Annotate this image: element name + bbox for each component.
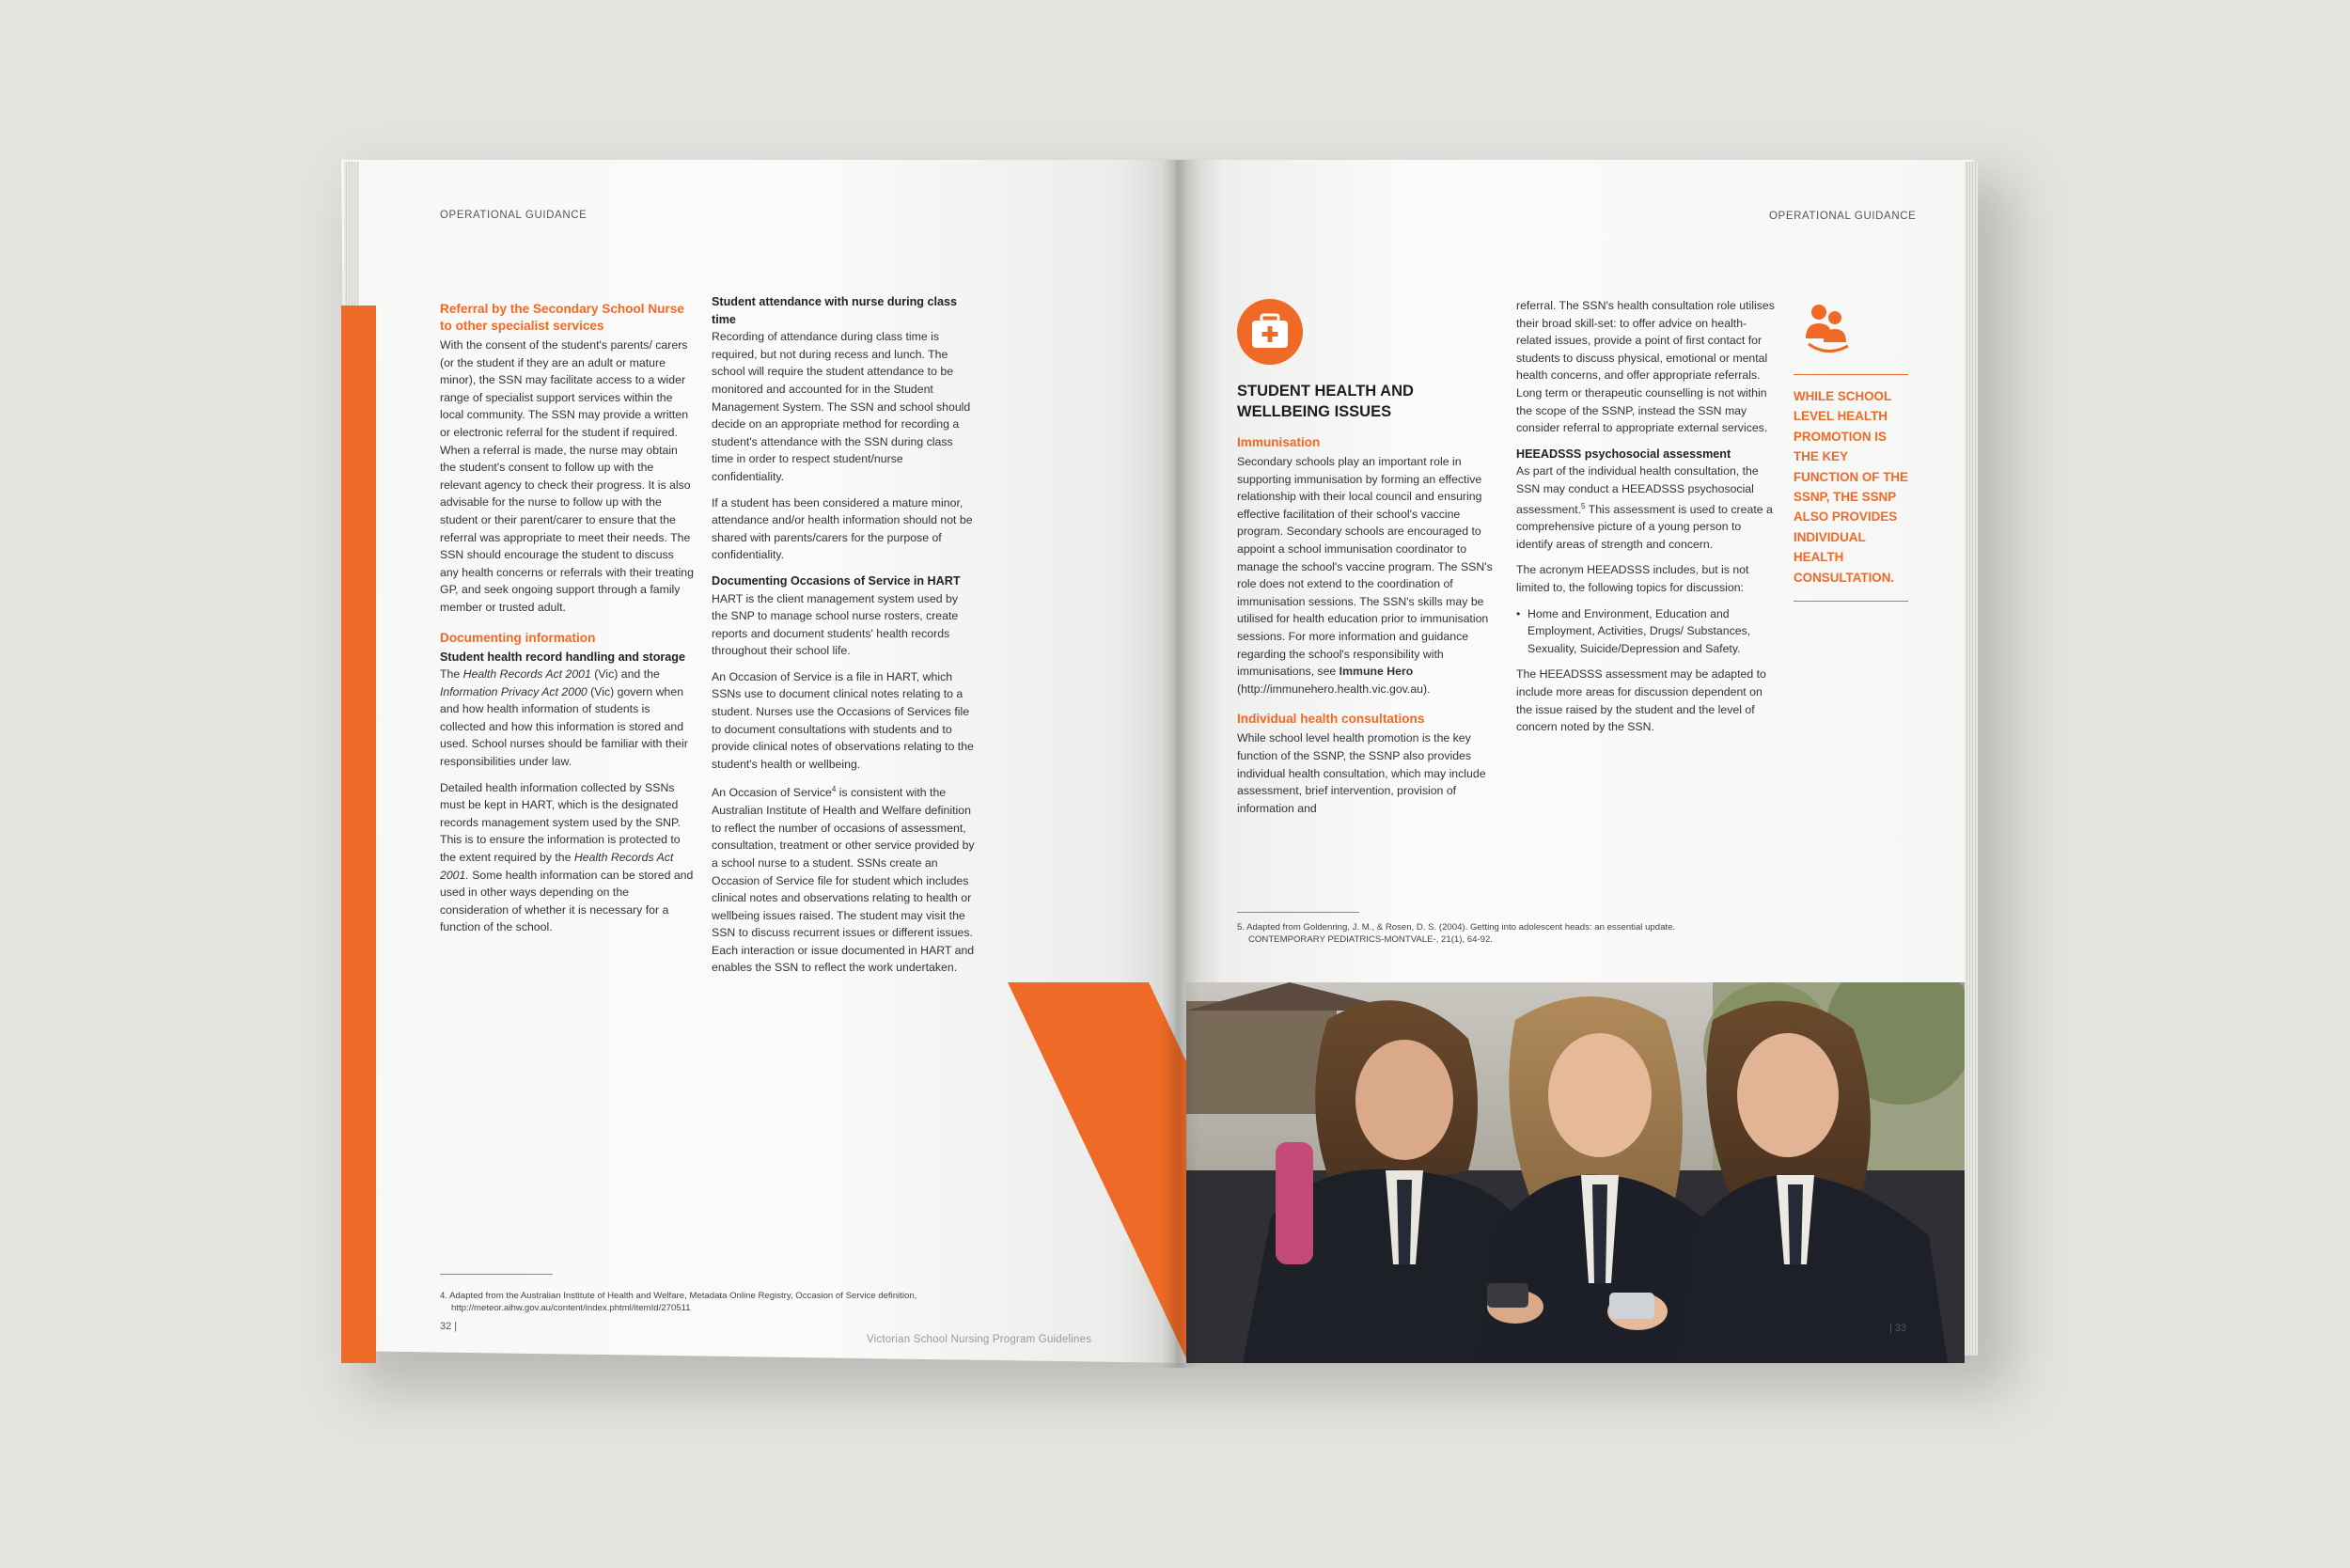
subheading-heeadsss: HEEADSSS psychosocial assessment bbox=[1516, 447, 1731, 461]
paragraph: The acronym HEEADSSS includes, but is not limited to, the following topics for discussion: bbox=[1516, 563, 1749, 594]
paragraph: An Occasion of Service$^4$ is consistent with the Australian Institute of Health and Welfare definition to reflect the number of occasions of assessment, consultation, treatment or other service provided by a school nurse to a student. SSNs create an Occasion of Service file for student which includes clinical notes and observations relating to health or wellbeing issues raised. The student may visit the SSN to discuss recurrent issues or different issues. Each interaction or issue documented in HART and enables the SSN to reflect the work undertaken. bbox=[712, 785, 975, 975]
people-icon bbox=[1803, 301, 1852, 353]
paragraph: referral. The SSN's health consultation role utilises their broad skill-set: to offer advice on health-related issues, provide a point of first contact for students to discuss physical, emotional or mental health concerns, and offer appropriate referrals. Long term or therapeutic counselling is not within the scope of the SSNP, instead the SSN may consider referral to appropriate external services. bbox=[1516, 299, 1775, 435]
right-page-edges bbox=[1965, 162, 1978, 1356]
subheading-record-handling: Student health record handling and storage bbox=[440, 650, 685, 664]
paragraph: The Health Records Act 2001 (Vic) and the Information Privacy Act 2000 (Vic) govern when and how health information of students is collected and how this information is stored and used. School nurses should be familiar with their responsibilities under law. bbox=[440, 667, 688, 769]
paragraph: If a student has been considered a mature minor, attendance and/or health information should not be shared with parents/carers for the purpose of confidentiality. bbox=[712, 495, 973, 562]
page-number-left: 32 | bbox=[440, 1321, 458, 1332]
paragraph: Recording of attendance during class time is required, but not during recess and lunch. The school will require the student attendance to be monitored and accounted for in the Student Management System. The SSN and school should decide on an appropriate method for recording a student's attendance with the SSN during class time in order to respect student/nurse confidentiality. bbox=[712, 330, 971, 483]
running-header-right: OPERATIONAL GUIDANCE bbox=[1769, 211, 1917, 222]
heading-documenting-information: Documenting information bbox=[440, 630, 596, 645]
list-item: • Home and Environment, Education and Employment, Activities, Drugs/ Substances, Sexuality, Suicide/Depression and Safety. bbox=[1516, 606, 1751, 655]
paragraph: Detailed health information collected by SSNs must be kept in HART, which is the designated records management system used by the SNP. This is to ensure the information is protected to the extent required by the Health Records Act 2001. Some health information can be stored and used in other ways depending on the consideration of whether it is necessary for a function of the school. bbox=[440, 780, 694, 934]
running-header-left: OPERATIONAL GUIDANCE bbox=[440, 210, 588, 221]
subheading-occasions-of-service: Documenting Occasions of Service in HART bbox=[712, 573, 961, 588]
paragraph: HART is the client management system used by the SNP to manage school nurse rosters, create reports and document students' health records throughout their school life. bbox=[712, 591, 959, 658]
subheading-attendance: Student attendance with nurse during class time bbox=[712, 295, 958, 326]
first-aid-kit-icon bbox=[1237, 299, 1303, 365]
left-orange-bar bbox=[341, 306, 376, 1363]
paragraph: While school level health promotion is the key function of the SSNP, the SSNP also provides individual health consultation, which may include assessment, brief intervention, provision of information and bbox=[1237, 731, 1486, 815]
footnote-rule bbox=[440, 1274, 553, 1275]
right-column-1 bbox=[1237, 434, 1505, 825]
pull-quote-callout: WHILE SCHOOL LEVEL HEALTH PROMOTION IS THE KEY FUNCTION OF THE SSNP, THE SSNP ALSO PROVIDES INDIVIDUAL HEALTH CONSULTATION. bbox=[1794, 374, 1908, 602]
right-column-2 bbox=[1516, 297, 1778, 745]
book-gutter-shadow bbox=[1162, 160, 1199, 1368]
left-column-1 bbox=[440, 301, 696, 945]
paragraph: The HEEADSSS assessment may be adapted to include more areas for discussion dependent on the issue raised by the student and the level of concern noted by the SSN. bbox=[1516, 667, 1766, 734]
paragraph: An Occasion of Service is a file in HART, which SSNs use to document clinical notes relating to a student. Nurses use the Occasions of Services file to document consultations with students and to provide clinical notes of observations relating to the student's health or wellbeing. bbox=[712, 669, 974, 771]
paragraph: As part of the individual health consultation, the SSN may conduct a HEEADSSS psychosocial assessment.$^5$ This assessment is used to create a comprehensive picture of a young person to identify areas of strength and concern. bbox=[1516, 464, 1773, 551]
heading-referral: Referral by the Secondary School Nurse to other specialist services bbox=[440, 302, 684, 333]
running-footer: Victorian School Nursing Program Guidelines bbox=[867, 1334, 1092, 1345]
section-title: STUDENT HEALTH AND WELLBEING ISSUES bbox=[1237, 383, 1414, 420]
heading-individual-consultations: Individual health consultations bbox=[1237, 712, 1425, 727]
paragraph: With the consent of the student's parents/ carers (or the student if they are an adult or mature minor), the SSN may facilitate access to a wider range of specialist support services within the local community. The SSN may provide a written or electronic referral for the student if required. When a referral is made, the nurse may obtain the student's consent to follow up with the relevant agency to check their progress. It is also advisable for the nurse to follow up with the student or their parent/carer to ensure that the referral was appropriate to meet their needs. The SSN should encourage the student to discuss any health concerns or referrals with their treating GP, and seek ongoing support through a family member or trusted adult. bbox=[440, 338, 694, 614]
paragraph: Secondary schools play an important role in supporting immunisation by forming an effective relationship with their local council and ensuring effective facilitation of their school's vaccine program. Secondary schools are encouraged to appoint a school immunisation coordinator to manage the school's vaccine program. The SSN's role does not extend to the coordination of immunisation sessions. The SSN's skills may be utilised for health education prior to immunisation sessions. For more information and guidance regarding the school's responsibility with immunisations, see Immune Hero (http://immunehero.health.vic.gov.au). bbox=[1237, 455, 1493, 696]
page-number-right: | 33 bbox=[1889, 1323, 1907, 1334]
footnote-rule bbox=[1237, 912, 1359, 913]
left-column-2 bbox=[712, 293, 975, 985]
heading-immunisation: Immunisation bbox=[1237, 435, 1321, 449]
footnote-5: 5. Adapted from Goldenring, J. M., & Rosen, D. S. (2004). Getting into adolescent heads: an essential update. CONTEMPORARY PEDIATRICS-MONTVALE-, 21(1), 64-92. bbox=[1237, 922, 1676, 945]
students-photo bbox=[1186, 982, 1965, 1363]
footnote-4: 4. Adapted from the Australian Institute of Health and Welfare, Metadata Online Registry, Occasion of Service definition, http://meteor.aihw.gov.au/content/index.phtml/itemId/270511 bbox=[440, 1291, 917, 1313]
